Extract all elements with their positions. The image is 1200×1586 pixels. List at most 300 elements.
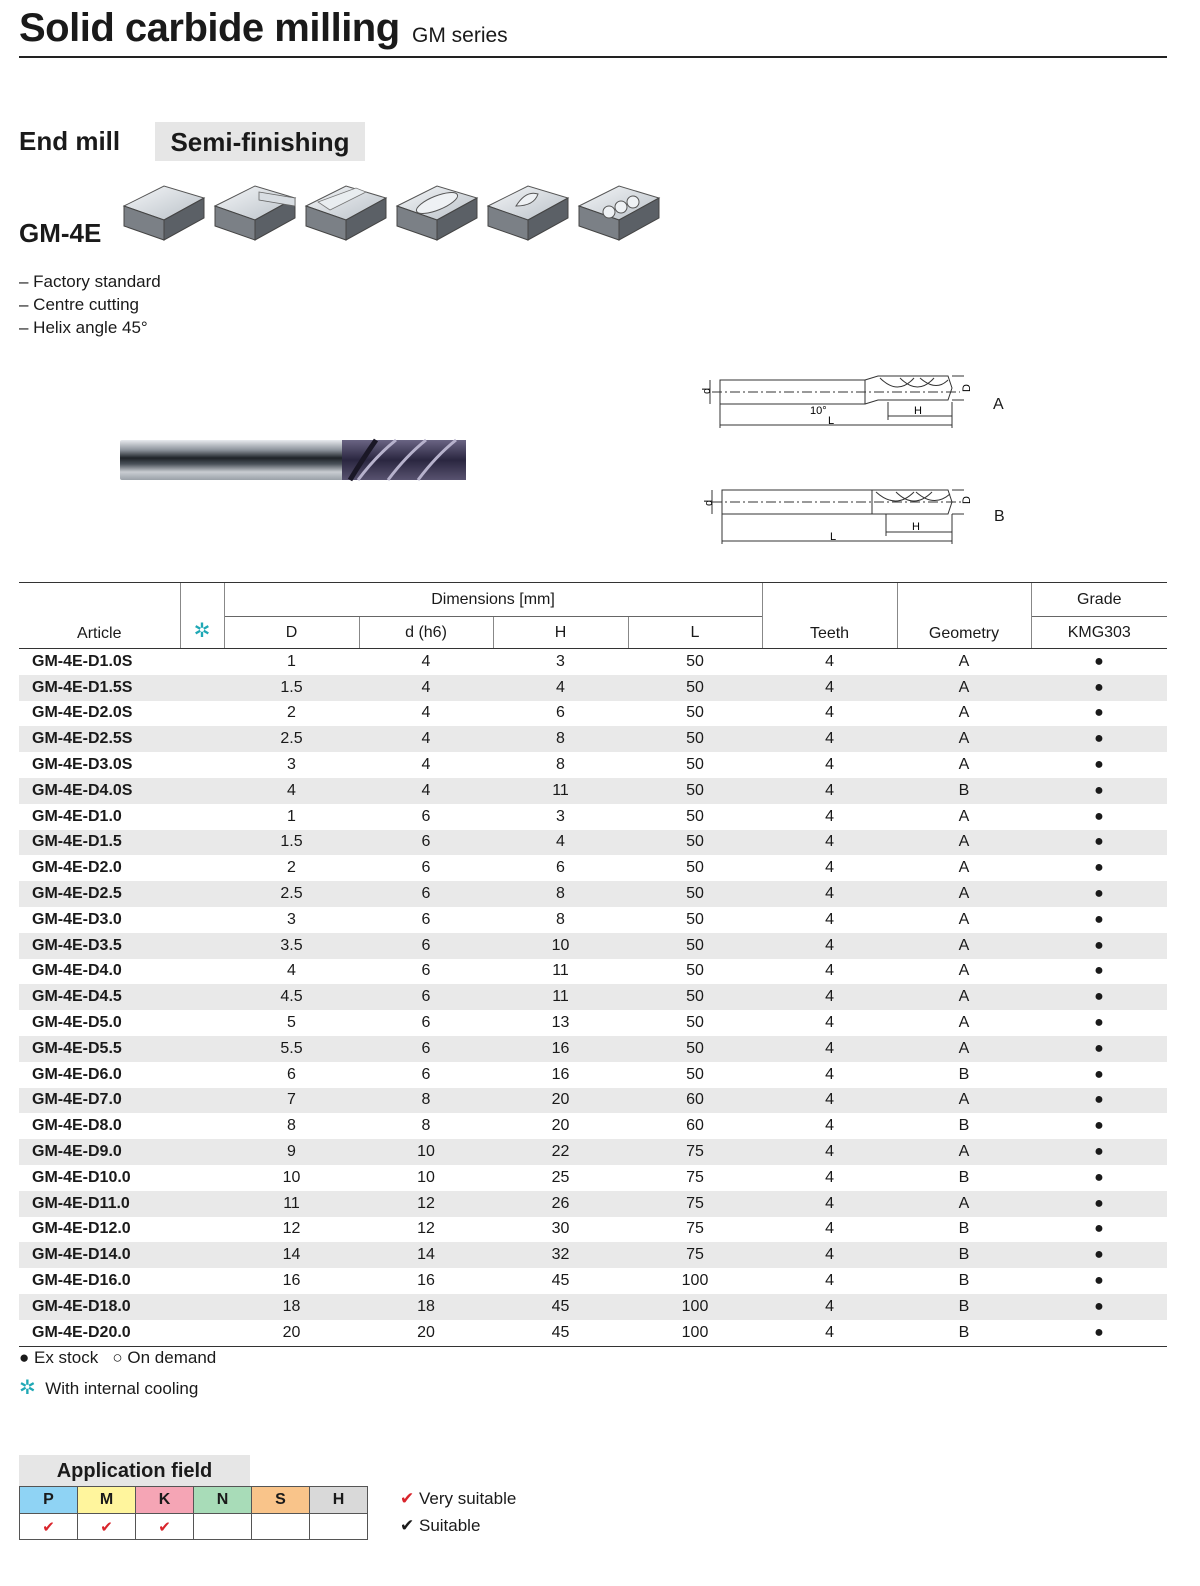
cell-d: 20 [359,1320,493,1346]
cell-article: GM-4E-D6.0 [32,1065,122,1083]
header-H: H [493,617,628,649]
block-ramp-icon [488,186,568,240]
table-row [19,1010,1167,1036]
cell-article: GM-4E-D18.0 [19,1294,180,1320]
cell-L: 50 [686,807,704,825]
material-group-h: H [310,1487,368,1514]
suitability-mark: ✔ [20,1514,78,1540]
table-row [19,1217,1167,1243]
cell-grade: ● [1031,984,1167,1010]
cell-d: 10 [359,1139,493,1165]
cell-grade: ● [1094,1065,1104,1083]
cell-geometry: A [897,881,1031,907]
cell-d: 4 [359,778,493,804]
cell-article: GM-4E-D1.0 [32,807,122,825]
cell-cooling [180,1320,224,1346]
cell-L: 50 [686,1065,704,1083]
cell-geometry: B [958,1117,970,1135]
suitable-text: Suitable [418,1516,481,1535]
cell-D: 10 [282,1168,301,1186]
cell-article: GM-4E-D5.5 [19,1036,180,1062]
cell-article: GM-4E-D12.0 [32,1220,131,1238]
cell-article: GM-4E-D3.0 [32,910,122,928]
cell-H: 8 [556,756,565,774]
cell-geometry: A [897,1088,1031,1114]
internal-cooling-icon: ✲ [19,1377,36,1399]
suitable-legend [400,1516,480,1536]
cell-d: 18 [359,1294,493,1320]
cell-teeth: 4 [762,1036,897,1062]
dim-d-label: d [701,387,713,394]
cell-geometry: A [897,984,1031,1010]
feature-item: – Helix angle 45° [19,318,148,337]
cell-geometry: A [897,726,1031,752]
cell-H: 16 [551,1065,570,1083]
cell-H: 4 [493,830,628,856]
cell-L: 100 [628,1294,762,1320]
cell-teeth: 4 [825,1065,834,1083]
model-name: GM-4E [19,218,102,248]
table-row [19,1062,1167,1088]
cell-H: 45 [493,1320,628,1346]
geometry-b-label: B [994,508,1005,525]
cell-cooling [180,752,224,778]
cell-H: 3 [556,652,565,670]
cell-L: 50 [628,830,762,856]
cell-L: 50 [686,859,704,877]
table-row [19,1139,1167,1165]
table-row [19,1191,1167,1217]
cell-grade: ● [1031,881,1167,907]
cell-L: 50 [686,652,704,670]
cell-D: 1 [287,807,296,825]
angle-label: 10° [810,405,827,417]
cell-article: GM-4E-D10.0 [32,1168,131,1186]
material-group-s: S [252,1487,310,1514]
cell-geometry: B [958,1220,970,1238]
cell-L: 75 [628,1139,762,1165]
header-d: d (h6) [359,617,493,649]
cell-d: 6 [359,881,493,907]
cell-article: GM-4E-D4.0 [32,962,122,980]
cell-L: 100 [681,1272,709,1290]
cell-article: GM-4E-D16.0 [32,1272,131,1290]
suitability-mark: ✔ [136,1514,194,1540]
cell-teeth: 4 [825,1272,834,1290]
application-field-title: Application field [19,1455,250,1486]
feature-item: – Centre cutting [19,295,140,314]
cell-D: 9 [224,1139,359,1165]
on-demand-legend: ○ On demand [112,1348,217,1367]
check-icon: ✔ [400,1489,415,1508]
table-row [19,675,1167,701]
cell-D: 3.5 [224,933,359,959]
cell-article: GM-4E-D5.0 [32,1014,122,1032]
cell-cooling [180,1165,224,1191]
cell-teeth: 4 [762,933,897,959]
cell-L: 50 [628,675,762,701]
cell-cooling [180,726,224,752]
cell-cooling [180,933,224,959]
cell-d: 6 [421,1065,431,1083]
cell-d: 4 [359,726,493,752]
title-divider [19,56,1167,58]
category-label: End mill [19,126,121,156]
cell-grade: ● [1031,1036,1167,1062]
suitability-mark [310,1514,368,1540]
cell-article: GM-4E-D11.0 [19,1191,180,1217]
cell-teeth: 4 [825,1014,834,1032]
cell-teeth: 4 [825,652,834,670]
cell-D: 4 [287,962,296,980]
table-row [19,1036,1167,1062]
table-row [19,649,1167,675]
table-row [19,1320,1167,1346]
specification-table [19,582,1167,1347]
cell-article: GM-4E-D20.0 [19,1320,180,1346]
cell-cooling [180,1217,224,1243]
cell-cooling [180,1139,224,1165]
cell-cooling [180,1268,224,1294]
material-group-k: K [136,1487,194,1514]
cell-L: 50 [686,756,704,774]
cell-H: 25 [551,1168,570,1186]
cell-cooling [180,804,224,830]
series-label: GM series [412,24,508,47]
cell-grade: ● [1094,756,1104,774]
cell-L: 50 [686,962,704,980]
cell-teeth: 4 [762,1294,897,1320]
cell-L: 50 [686,1014,704,1032]
cell-H: 32 [493,1242,628,1268]
cell-article: GM-4E-D8.0 [32,1117,122,1135]
header-article: Article [19,583,180,649]
cell-teeth: 4 [762,830,897,856]
cell-geometry: A [958,704,970,722]
cell-article: GM-4E-D2.5S [19,726,180,752]
cell-cooling [180,907,224,933]
cell-teeth: 4 [762,778,897,804]
cell-H: 8 [556,910,565,928]
cell-L: 50 [628,881,762,907]
block-drill-icon [579,186,659,240]
cell-geometry: B [958,1272,970,1290]
table-row [19,778,1167,804]
cell-H: 11 [493,984,628,1010]
cell-d: 6 [421,962,431,980]
table-row [19,1268,1167,1294]
feature-item: – Factory standard [19,272,161,291]
table-row [19,907,1167,933]
cell-cooling [180,649,224,675]
cell-d: 4 [421,652,431,670]
cell-cooling [180,1294,224,1320]
cell-d: 6 [359,984,493,1010]
header-geometry: Geometry [897,583,1031,649]
cell-grade: ● [1094,1168,1104,1186]
cell-geometry: A [897,1139,1031,1165]
cell-L: 50 [628,984,762,1010]
technical-drawing-b [700,484,980,546]
cell-D: 18 [224,1294,359,1320]
cell-H: 20 [551,1117,570,1135]
cell-grade: ● [1094,704,1104,722]
table-row [19,1088,1167,1114]
cell-D: 4 [224,778,359,804]
cell-H: 22 [493,1139,628,1165]
cell-H: 6 [556,859,565,877]
cell-L: 75 [628,1242,762,1268]
cell-teeth: 4 [762,1320,897,1346]
cell-geometry: A [897,933,1031,959]
cell-D: 14 [224,1242,359,1268]
cell-grade: ● [1094,859,1104,877]
cell-H: 13 [551,1014,570,1032]
cell-H: 6 [556,704,565,722]
cell-cooling [180,855,224,881]
cell-d: 6 [421,910,431,928]
cell-geometry: B [897,778,1031,804]
cell-D: 3 [287,756,296,774]
specification-rows [19,649,1167,1347]
cell-teeth: 4 [825,807,834,825]
cell-teeth: 4 [762,881,897,907]
cell-d: 4 [359,675,493,701]
cell-article: GM-4E-D2.5 [19,881,180,907]
application-field-table [19,1486,368,1540]
dim-H-label: H [914,405,922,417]
very-suitable-text: Very suitable [418,1489,517,1508]
cell-grade: ● [1094,1272,1104,1290]
cell-article: GM-4E-D2.0 [32,859,122,877]
cell-teeth: 4 [825,1220,834,1238]
cell-article: GM-4E-D1.5 [19,830,180,856]
type-badge: Semi-finishing [155,122,365,161]
cell-H: 26 [493,1191,628,1217]
cell-L: 50 [628,778,762,804]
cell-article: GM-4E-D3.5 [19,933,180,959]
cell-H: 8 [493,726,628,752]
cell-D: 4.5 [224,984,359,1010]
cell-L: 50 [686,704,704,722]
cell-D: 20 [224,1320,359,1346]
suitability-mark: ✔ [78,1514,136,1540]
cell-D: 12 [282,1220,301,1238]
cell-H: 16 [493,1036,628,1062]
cell-D: 1.5 [224,675,359,701]
cell-geometry: A [958,859,970,877]
cell-grade: ● [1031,1294,1167,1320]
cell-D: 2 [287,859,296,877]
header-grade: Grade [1031,583,1167,617]
cell-D: 5 [287,1014,296,1032]
cell-cooling [180,778,224,804]
cell-D: 7 [224,1088,359,1114]
cell-teeth: 4 [825,704,834,722]
cell-geometry: A [897,830,1031,856]
cell-d: 6 [359,1036,493,1062]
end-mill-photo [118,436,470,484]
cell-geometry: B [897,1294,1031,1320]
cell-article: GM-4E-D4.0S [19,778,180,804]
cell-d: 10 [417,1168,435,1186]
cell-L: 60 [686,1117,704,1135]
cell-grade: ● [1031,830,1167,856]
ex-stock-legend: ● Ex stock [19,1348,99,1367]
header-teeth: Teeth [762,583,897,649]
header-D: D [224,617,359,649]
cell-H: 45 [551,1272,570,1290]
block-step-icon [215,186,295,240]
page-title: Solid carbide milling [19,6,400,50]
cell-geometry: B [897,1242,1031,1268]
cell-grade: ● [1094,807,1104,825]
table-row [19,830,1167,856]
cell-teeth: 4 [762,1088,897,1114]
cell-geometry: A [897,675,1031,701]
cell-grade: ● [1031,675,1167,701]
cell-geometry: B [958,1065,970,1083]
cell-grade: ● [1094,962,1104,980]
cell-L: 75 [686,1220,704,1238]
cell-D: 8 [287,1117,296,1135]
table-row [19,959,1167,985]
cell-grade: ● [1031,1320,1167,1346]
cell-H: 10 [493,933,628,959]
cell-D: 16 [282,1272,301,1290]
cell-D: 1 [287,652,296,670]
material-group-p: P [20,1487,78,1514]
cell-d: 12 [359,1191,493,1217]
cell-cooling [180,1088,224,1114]
dim-D-label: D [961,496,973,504]
cell-D: 2.5 [224,726,359,752]
cell-article: GM-4E-D1.0S [32,652,133,670]
cell-H: 11 [493,778,628,804]
cell-cooling [180,830,224,856]
cell-cooling [180,959,224,985]
cell-d: 4 [421,704,431,722]
cell-grade: ● [1031,1088,1167,1114]
cell-d: 16 [417,1272,435,1290]
cell-teeth: 4 [762,1242,897,1268]
table-row [19,804,1167,830]
cell-article: GM-4E-D9.0 [19,1139,180,1165]
table-row [19,726,1167,752]
cell-d: 8 [421,1117,431,1135]
cell-D: 5.5 [224,1036,359,1062]
cell-H: 8 [493,881,628,907]
cell-D: 2.5 [224,881,359,907]
cell-cooling [180,1113,224,1139]
cell-cooling [180,675,224,701]
cell-teeth: 4 [762,1139,897,1165]
cooling-legend [19,1375,198,1400]
cell-L: 60 [628,1088,762,1114]
cell-grade: ● [1094,910,1104,928]
cell-grade: ● [1031,1139,1167,1165]
table-row [19,752,1167,778]
cell-grade: ● [1094,652,1104,670]
machining-operations-icons [122,180,662,244]
cell-d: 14 [359,1242,493,1268]
block-pocket-icon [397,186,477,240]
cell-geometry: A [958,1014,970,1032]
cell-teeth: 4 [825,1117,834,1135]
cell-L: 50 [628,1036,762,1062]
cell-cooling [180,984,224,1010]
cell-article: GM-4E-D4.5 [19,984,180,1010]
cell-grade: ● [1094,1014,1104,1032]
geometry-a-label: A [993,396,1004,413]
cell-grade: ● [1094,1117,1104,1135]
dim-d-label: d [703,499,715,506]
cell-grade: ● [1031,726,1167,752]
cell-L: 100 [628,1320,762,1346]
cell-d: 12 [417,1220,435,1238]
table-row [19,855,1167,881]
block-plain-icon [124,186,204,240]
cell-H: 20 [493,1088,628,1114]
cell-H: 45 [493,1294,628,1320]
cell-D: 3 [287,910,296,928]
cell-teeth: 4 [762,675,897,701]
cell-geometry: A [897,1191,1031,1217]
table-row [19,1242,1167,1268]
cell-D: 2 [287,704,296,722]
stock-legend [19,1348,216,1368]
table-row [19,881,1167,907]
cell-H: 30 [551,1220,570,1238]
cell-geometry: A [958,756,970,774]
cell-H: 4 [493,675,628,701]
cell-geometry: A [958,652,970,670]
dim-H-label: H [912,521,920,533]
cell-cooling [180,881,224,907]
cell-grade: ● [1094,1220,1104,1238]
table-row [19,1294,1167,1320]
cell-teeth: 4 [825,962,834,980]
technical-drawing-a [700,372,980,434]
cell-teeth: 4 [762,984,897,1010]
cell-cooling [180,1036,224,1062]
cell-d: 4 [421,756,431,774]
cell-article: GM-4E-D14.0 [19,1242,180,1268]
cell-d: 6 [359,933,493,959]
cell-L: 50 [628,933,762,959]
dim-L-label: L [830,531,837,543]
suitability-mark [252,1514,310,1540]
cell-D: 6 [287,1065,296,1083]
cell-teeth: 4 [825,910,834,928]
cell-L: 50 [686,910,704,928]
table-row [19,1165,1167,1191]
cell-D: 11 [224,1191,359,1217]
dim-L-label: L [828,415,835,427]
cell-geometry: B [897,1320,1031,1346]
suitability-mark [194,1514,252,1540]
dim-D-label: D [961,384,973,392]
cell-L: 75 [628,1191,762,1217]
table-row [19,1113,1167,1139]
internal-cooling-icon: ✲ [180,583,224,649]
cell-d: 6 [421,859,431,877]
cell-article: GM-4E-D7.0 [19,1088,180,1114]
table-row [19,984,1167,1010]
cell-grade: ● [1031,1242,1167,1268]
header-L: L [628,617,762,649]
check-icon: ✔ [400,1516,415,1535]
